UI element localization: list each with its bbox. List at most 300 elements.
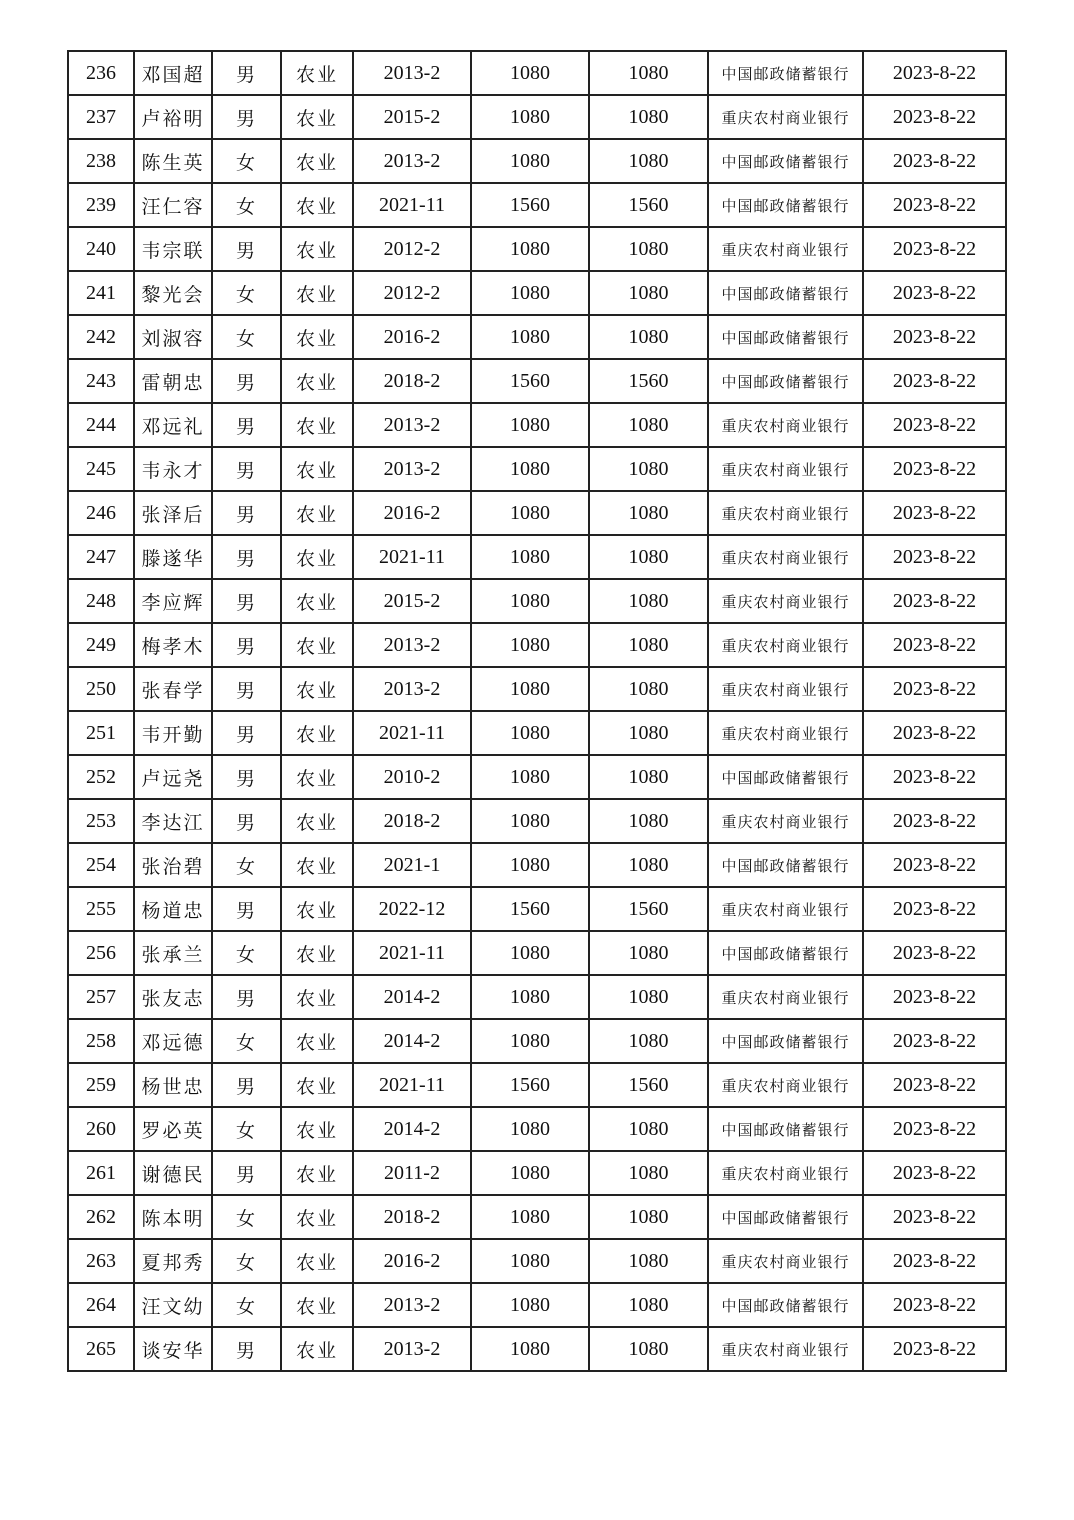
- table-row: [68, 623, 1006, 667]
- amount-cell: 1080: [589, 51, 708, 95]
- payment-date-cell: 2023-8-22: [863, 1107, 1006, 1151]
- name-cell: 夏邦秀: [134, 1239, 212, 1283]
- serial-number-cell: 246: [68, 491, 134, 535]
- table-row: [68, 447, 1006, 491]
- start-date-cell: 2013-2: [353, 447, 471, 491]
- amount-cell: 1080: [589, 1239, 708, 1283]
- serial-number-cell: 254: [68, 843, 134, 887]
- name-cell: 邓远德: [134, 1019, 212, 1063]
- serial-number-cell: 256: [68, 931, 134, 975]
- payment-date-cell: 2023-8-22: [863, 711, 1006, 755]
- household-type-cell: 农业: [281, 183, 353, 227]
- table-row: [68, 799, 1006, 843]
- bank-cell: 重庆农村商业银行: [708, 1327, 863, 1371]
- start-date-cell: 2010-2: [353, 755, 471, 799]
- household-type-cell: 农业: [281, 1019, 353, 1063]
- amount-cell: 1080: [589, 1327, 708, 1371]
- name-cell: 张泽后: [134, 491, 212, 535]
- gender-cell: 男: [212, 755, 281, 799]
- start-date-cell: 2015-2: [353, 95, 471, 139]
- amount-cell: 1080: [471, 447, 589, 491]
- amount-cell: 1080: [471, 667, 589, 711]
- name-cell: 雷朝忠: [134, 359, 212, 403]
- serial-number-cell: 257: [68, 975, 134, 1019]
- amount-cell: 1560: [471, 183, 589, 227]
- serial-number-cell: 239: [68, 183, 134, 227]
- amount-cell: 1080: [589, 315, 708, 359]
- start-date-cell: 2018-2: [353, 359, 471, 403]
- start-date-cell: 2022-12: [353, 887, 471, 931]
- name-cell: 邓国超: [134, 51, 212, 95]
- amount-cell: 1080: [471, 271, 589, 315]
- bank-cell: 中国邮政储蓄银行: [708, 315, 863, 359]
- bank-cell: 中国邮政储蓄银行: [708, 843, 863, 887]
- serial-number-cell: 241: [68, 271, 134, 315]
- amount-cell: 1080: [589, 1283, 708, 1327]
- gender-cell: 女: [212, 843, 281, 887]
- amount-cell: 1080: [589, 1107, 708, 1151]
- gender-cell: 女: [212, 1239, 281, 1283]
- bank-cell: 中国邮政储蓄银行: [708, 1019, 863, 1063]
- start-date-cell: 2018-2: [353, 799, 471, 843]
- serial-number-cell: 264: [68, 1283, 134, 1327]
- gender-cell: 女: [212, 1283, 281, 1327]
- payment-date-cell: 2023-8-22: [863, 359, 1006, 403]
- amount-cell: 1080: [589, 1019, 708, 1063]
- serial-number-cell: 240: [68, 227, 134, 271]
- amount-cell: 1080: [471, 139, 589, 183]
- start-date-cell: 2021-11: [353, 931, 471, 975]
- bank-cell: 重庆农村商业银行: [708, 447, 863, 491]
- gender-cell: 男: [212, 535, 281, 579]
- amount-cell: 1080: [589, 403, 708, 447]
- start-date-cell: 2012-2: [353, 227, 471, 271]
- payment-date-cell: 2023-8-22: [863, 843, 1006, 887]
- payment-date-cell: 2023-8-22: [863, 447, 1006, 491]
- payment-date-cell: 2023-8-22: [863, 1063, 1006, 1107]
- table-row: [68, 975, 1006, 1019]
- serial-number-cell: 255: [68, 887, 134, 931]
- serial-number-cell: 259: [68, 1063, 134, 1107]
- name-cell: 罗必英: [134, 1107, 212, 1151]
- amount-cell: 1080: [589, 667, 708, 711]
- bank-cell: 重庆农村商业银行: [708, 403, 863, 447]
- start-date-cell: 2013-2: [353, 1327, 471, 1371]
- name-cell: 谢德民: [134, 1151, 212, 1195]
- start-date-cell: 2013-2: [353, 667, 471, 711]
- table-row: [68, 1151, 1006, 1195]
- name-cell: 李应辉: [134, 579, 212, 623]
- name-cell: 张治碧: [134, 843, 212, 887]
- bank-cell: 重庆农村商业银行: [708, 975, 863, 1019]
- bank-cell: 重庆农村商业银行: [708, 535, 863, 579]
- gender-cell: 男: [212, 887, 281, 931]
- amount-cell: 1080: [471, 403, 589, 447]
- household-type-cell: 农业: [281, 711, 353, 755]
- serial-number-cell: 258: [68, 1019, 134, 1063]
- payment-date-cell: 2023-8-22: [863, 975, 1006, 1019]
- amount-cell: 1080: [589, 843, 708, 887]
- household-type-cell: 农业: [281, 447, 353, 491]
- serial-number-cell: 236: [68, 51, 134, 95]
- household-type-cell: 农业: [281, 51, 353, 95]
- bank-cell: 重庆农村商业银行: [708, 95, 863, 139]
- amount-cell: 1080: [589, 491, 708, 535]
- bank-cell: 中国邮政储蓄银行: [708, 139, 863, 183]
- household-type-cell: 农业: [281, 535, 353, 579]
- table-row: [68, 535, 1006, 579]
- bank-cell: 重庆农村商业银行: [708, 799, 863, 843]
- bank-cell: 中国邮政储蓄银行: [708, 51, 863, 95]
- payment-date-cell: 2023-8-22: [863, 1239, 1006, 1283]
- table-row: [68, 95, 1006, 139]
- amount-cell: 1080: [589, 535, 708, 579]
- table-row: [68, 183, 1006, 227]
- bank-cell: 重庆农村商业银行: [708, 1239, 863, 1283]
- amount-cell: 1080: [589, 931, 708, 975]
- name-cell: 张承兰: [134, 931, 212, 975]
- household-type-cell: 农业: [281, 799, 353, 843]
- household-type-cell: 农业: [281, 315, 353, 359]
- household-type-cell: 农业: [281, 579, 353, 623]
- amount-cell: 1080: [471, 95, 589, 139]
- start-date-cell: 2011-2: [353, 1151, 471, 1195]
- serial-number-cell: 253: [68, 799, 134, 843]
- bank-cell: 中国邮政储蓄银行: [708, 755, 863, 799]
- amount-cell: 1080: [471, 1327, 589, 1371]
- name-cell: 陈生英: [134, 139, 212, 183]
- household-type-cell: 农业: [281, 667, 353, 711]
- bank-cell: 中国邮政储蓄银行: [708, 359, 863, 403]
- start-date-cell: 2016-2: [353, 491, 471, 535]
- household-type-cell: 农业: [281, 403, 353, 447]
- name-cell: 卢裕明: [134, 95, 212, 139]
- bank-cell: 中国邮政储蓄银行: [708, 1107, 863, 1151]
- amount-cell: 1080: [589, 755, 708, 799]
- serial-number-cell: 248: [68, 579, 134, 623]
- table-body: [68, 51, 1006, 1371]
- name-cell: 卢远尧: [134, 755, 212, 799]
- data-table: [67, 50, 1007, 1372]
- household-type-cell: 农业: [281, 359, 353, 403]
- bank-cell: 重庆农村商业银行: [708, 1151, 863, 1195]
- serial-number-cell: 243: [68, 359, 134, 403]
- household-type-cell: 农业: [281, 887, 353, 931]
- amount-cell: 1080: [471, 315, 589, 359]
- amount-cell: 1080: [471, 51, 589, 95]
- bank-cell: 中国邮政储蓄银行: [708, 271, 863, 315]
- name-cell: 谈安华: [134, 1327, 212, 1371]
- amount-cell: 1080: [589, 447, 708, 491]
- bank-cell: 重庆农村商业银行: [708, 887, 863, 931]
- gender-cell: 男: [212, 667, 281, 711]
- amount-cell: 1080: [471, 799, 589, 843]
- gender-cell: 男: [212, 447, 281, 491]
- payment-date-cell: 2023-8-22: [863, 887, 1006, 931]
- start-date-cell: 2016-2: [353, 1239, 471, 1283]
- start-date-cell: 2013-2: [353, 139, 471, 183]
- payment-date-cell: 2023-8-22: [863, 315, 1006, 359]
- amount-cell: 1080: [471, 227, 589, 271]
- payment-date-cell: 2023-8-22: [863, 931, 1006, 975]
- amount-cell: 1560: [471, 359, 589, 403]
- amount-cell: 1080: [471, 491, 589, 535]
- gender-cell: 女: [212, 315, 281, 359]
- start-date-cell: 2021-11: [353, 711, 471, 755]
- name-cell: 李达江: [134, 799, 212, 843]
- gender-cell: 女: [212, 183, 281, 227]
- payment-date-cell: 2023-8-22: [863, 403, 1006, 447]
- payment-date-cell: 2023-8-22: [863, 799, 1006, 843]
- amount-cell: 1080: [471, 1195, 589, 1239]
- household-type-cell: 农业: [281, 931, 353, 975]
- bank-cell: 重庆农村商业银行: [708, 711, 863, 755]
- table-row: [68, 315, 1006, 359]
- amount-cell: 1080: [589, 271, 708, 315]
- start-date-cell: 2021-11: [353, 535, 471, 579]
- gender-cell: 女: [212, 1107, 281, 1151]
- serial-number-cell: 238: [68, 139, 134, 183]
- serial-number-cell: 244: [68, 403, 134, 447]
- table-row: [68, 1327, 1006, 1371]
- gender-cell: 男: [212, 1063, 281, 1107]
- household-type-cell: 农业: [281, 1283, 353, 1327]
- payment-date-cell: 2023-8-22: [863, 1283, 1006, 1327]
- name-cell: 刘淑容: [134, 315, 212, 359]
- payment-date-cell: 2023-8-22: [863, 227, 1006, 271]
- serial-number-cell: 260: [68, 1107, 134, 1151]
- table-row: [68, 843, 1006, 887]
- table-row: [68, 1239, 1006, 1283]
- name-cell: 梅孝木: [134, 623, 212, 667]
- payment-date-cell: 2023-8-22: [863, 95, 1006, 139]
- gender-cell: 男: [212, 975, 281, 1019]
- amount-cell: 1560: [589, 359, 708, 403]
- household-type-cell: 农业: [281, 1063, 353, 1107]
- gender-cell: 男: [212, 359, 281, 403]
- household-type-cell: 农业: [281, 1107, 353, 1151]
- name-cell: 汪仁容: [134, 183, 212, 227]
- amount-cell: 1560: [471, 887, 589, 931]
- table-row: [68, 227, 1006, 271]
- start-date-cell: 2018-2: [353, 1195, 471, 1239]
- amount-cell: 1080: [589, 799, 708, 843]
- payment-date-cell: 2023-8-22: [863, 623, 1006, 667]
- gender-cell: 男: [212, 403, 281, 447]
- amount-cell: 1560: [471, 1063, 589, 1107]
- amount-cell: 1560: [589, 887, 708, 931]
- payment-date-cell: 2023-8-22: [863, 667, 1006, 711]
- household-type-cell: 农业: [281, 975, 353, 1019]
- table-row: [68, 1063, 1006, 1107]
- serial-number-cell: 251: [68, 711, 134, 755]
- gender-cell: 女: [212, 1019, 281, 1063]
- payment-date-cell: 2023-8-22: [863, 271, 1006, 315]
- table-row: [68, 51, 1006, 95]
- bank-cell: 重庆农村商业银行: [708, 579, 863, 623]
- amount-cell: 1080: [471, 1107, 589, 1151]
- amount-cell: 1560: [589, 183, 708, 227]
- table-row: [68, 271, 1006, 315]
- name-cell: 韦宗联: [134, 227, 212, 271]
- bank-cell: 中国邮政储蓄银行: [708, 183, 863, 227]
- payment-date-cell: 2023-8-22: [863, 535, 1006, 579]
- serial-number-cell: 245: [68, 447, 134, 491]
- name-cell: 张友志: [134, 975, 212, 1019]
- table-row: [68, 931, 1006, 975]
- payment-date-cell: 2023-8-22: [863, 183, 1006, 227]
- gender-cell: 男: [212, 579, 281, 623]
- payment-date-cell: 2023-8-22: [863, 491, 1006, 535]
- amount-cell: 1080: [589, 95, 708, 139]
- serial-number-cell: 249: [68, 623, 134, 667]
- name-cell: 陈本明: [134, 1195, 212, 1239]
- name-cell: 韦永才: [134, 447, 212, 491]
- name-cell: 杨世忠: [134, 1063, 212, 1107]
- serial-number-cell: 250: [68, 667, 134, 711]
- table-row: [68, 755, 1006, 799]
- bank-cell: 重庆农村商业银行: [708, 491, 863, 535]
- name-cell: 滕遂华: [134, 535, 212, 579]
- start-date-cell: 2016-2: [353, 315, 471, 359]
- table-row: [68, 579, 1006, 623]
- gender-cell: 男: [212, 491, 281, 535]
- amount-cell: 1080: [471, 535, 589, 579]
- payment-date-cell: 2023-8-22: [863, 755, 1006, 799]
- gender-cell: 男: [212, 1151, 281, 1195]
- bank-cell: 重庆农村商业银行: [708, 227, 863, 271]
- serial-number-cell: 262: [68, 1195, 134, 1239]
- table-row: [68, 1019, 1006, 1063]
- household-type-cell: 农业: [281, 623, 353, 667]
- household-type-cell: 农业: [281, 271, 353, 315]
- start-date-cell: 2014-2: [353, 1019, 471, 1063]
- serial-number-cell: 252: [68, 755, 134, 799]
- household-type-cell: 农业: [281, 1195, 353, 1239]
- payment-date-cell: 2023-8-22: [863, 1327, 1006, 1371]
- household-type-cell: 农业: [281, 1239, 353, 1283]
- name-cell: 韦开勤: [134, 711, 212, 755]
- amount-cell: 1080: [471, 755, 589, 799]
- table-row: [68, 711, 1006, 755]
- household-type-cell: 农业: [281, 755, 353, 799]
- serial-number-cell: 242: [68, 315, 134, 359]
- serial-number-cell: 265: [68, 1327, 134, 1371]
- amount-cell: 1080: [589, 1195, 708, 1239]
- bank-cell: 重庆农村商业银行: [708, 623, 863, 667]
- start-date-cell: 2014-2: [353, 1107, 471, 1151]
- bank-cell: 中国邮政储蓄银行: [708, 931, 863, 975]
- gender-cell: 男: [212, 1327, 281, 1371]
- household-type-cell: 农业: [281, 1151, 353, 1195]
- table-row: [68, 1195, 1006, 1239]
- payment-date-cell: 2023-8-22: [863, 139, 1006, 183]
- bank-cell: 重庆农村商业银行: [708, 667, 863, 711]
- household-type-cell: 农业: [281, 843, 353, 887]
- amount-cell: 1080: [471, 1239, 589, 1283]
- amount-cell: 1080: [471, 1283, 589, 1327]
- household-type-cell: 农业: [281, 95, 353, 139]
- payment-date-cell: 2023-8-22: [863, 1151, 1006, 1195]
- name-cell: 杨道忠: [134, 887, 212, 931]
- amount-cell: 1080: [589, 579, 708, 623]
- serial-number-cell: 261: [68, 1151, 134, 1195]
- amount-cell: 1080: [471, 843, 589, 887]
- bank-cell: 中国邮政储蓄银行: [708, 1283, 863, 1327]
- bank-cell: 中国邮政储蓄银行: [708, 1195, 863, 1239]
- start-date-cell: 2012-2: [353, 271, 471, 315]
- table-row: [68, 491, 1006, 535]
- amount-cell: 1080: [471, 579, 589, 623]
- amount-cell: 1080: [589, 139, 708, 183]
- amount-cell: 1080: [589, 1151, 708, 1195]
- serial-number-cell: 263: [68, 1239, 134, 1283]
- table-row: [68, 1107, 1006, 1151]
- start-date-cell: 2021-11: [353, 1063, 471, 1107]
- amount-cell: 1080: [589, 711, 708, 755]
- table-row: [68, 887, 1006, 931]
- start-date-cell: 2013-2: [353, 1283, 471, 1327]
- amount-cell: 1080: [589, 975, 708, 1019]
- table-row: [68, 403, 1006, 447]
- household-type-cell: 农业: [281, 227, 353, 271]
- start-date-cell: 2014-2: [353, 975, 471, 1019]
- gender-cell: 男: [212, 623, 281, 667]
- gender-cell: 女: [212, 271, 281, 315]
- start-date-cell: 2021-11: [353, 183, 471, 227]
- amount-cell: 1080: [471, 623, 589, 667]
- amount-cell: 1080: [471, 1019, 589, 1063]
- amount-cell: 1080: [589, 623, 708, 667]
- gender-cell: 女: [212, 1195, 281, 1239]
- payment-date-cell: 2023-8-22: [863, 51, 1006, 95]
- household-type-cell: 农业: [281, 1327, 353, 1371]
- amount-cell: 1080: [471, 1151, 589, 1195]
- gender-cell: 男: [212, 799, 281, 843]
- table-row: [68, 139, 1006, 183]
- table-row: [68, 1283, 1006, 1327]
- start-date-cell: 2013-2: [353, 403, 471, 447]
- payment-date-cell: 2023-8-22: [863, 579, 1006, 623]
- gender-cell: 女: [212, 139, 281, 183]
- name-cell: 黎光会: [134, 271, 212, 315]
- amount-cell: 1080: [471, 975, 589, 1019]
- table-row: [68, 667, 1006, 711]
- start-date-cell: 2021-1: [353, 843, 471, 887]
- gender-cell: 男: [212, 51, 281, 95]
- table-row: [68, 359, 1006, 403]
- gender-cell: 男: [212, 711, 281, 755]
- serial-number-cell: 247: [68, 535, 134, 579]
- amount-cell: 1560: [589, 1063, 708, 1107]
- name-cell: 邓远礼: [134, 403, 212, 447]
- bank-cell: 重庆农村商业银行: [708, 1063, 863, 1107]
- serial-number-cell: 237: [68, 95, 134, 139]
- payment-date-cell: 2023-8-22: [863, 1195, 1006, 1239]
- amount-cell: 1080: [471, 711, 589, 755]
- name-cell: 张春学: [134, 667, 212, 711]
- gender-cell: 男: [212, 95, 281, 139]
- amount-cell: 1080: [589, 227, 708, 271]
- name-cell: 汪文幼: [134, 1283, 212, 1327]
- household-type-cell: 农业: [281, 139, 353, 183]
- amount-cell: 1080: [471, 931, 589, 975]
- gender-cell: 男: [212, 227, 281, 271]
- gender-cell: 女: [212, 931, 281, 975]
- start-date-cell: 2013-2: [353, 51, 471, 95]
- household-type-cell: 农业: [281, 491, 353, 535]
- start-date-cell: 2013-2: [353, 623, 471, 667]
